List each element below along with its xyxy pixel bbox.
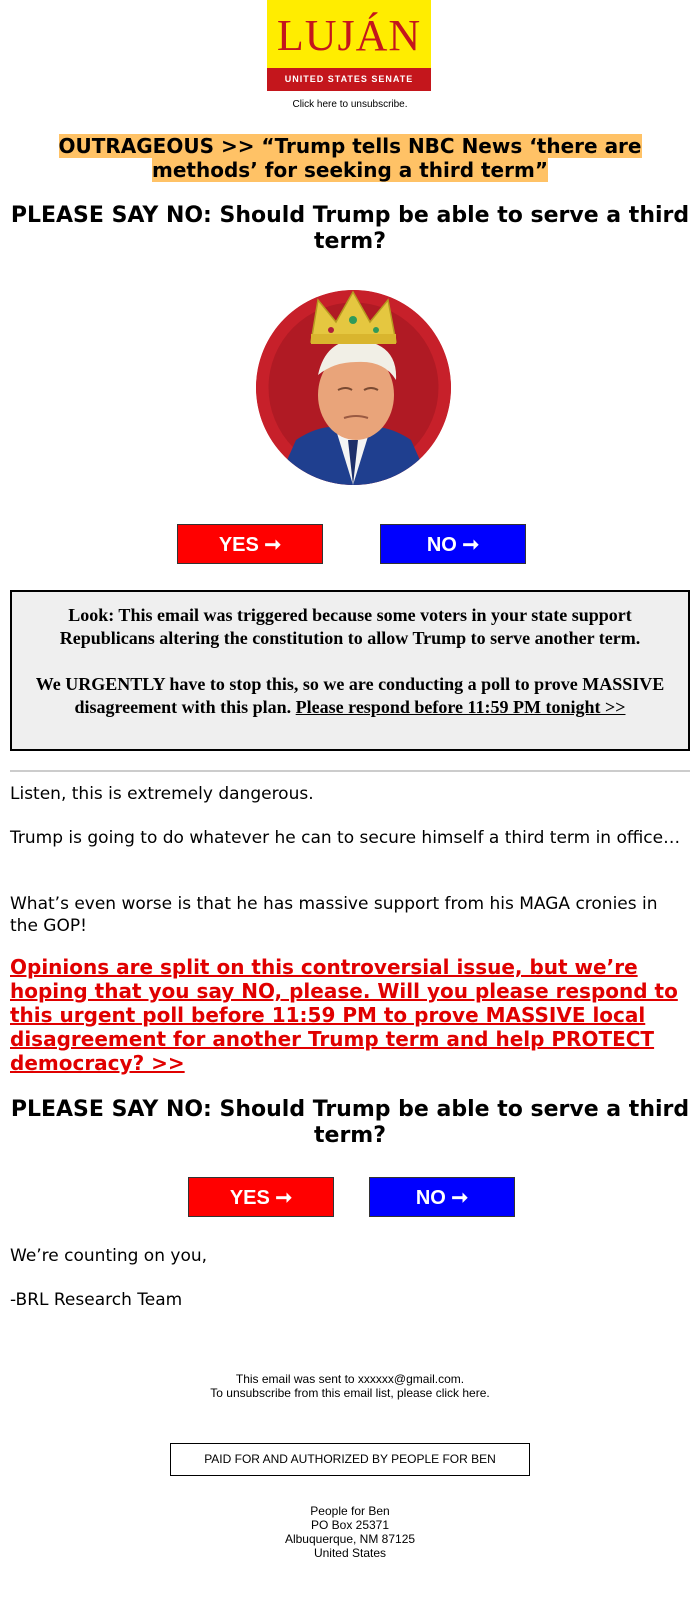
paid-for-disclaimer: PAID FOR AND AUTHORIZED BY PEOPLE FOR BEN	[170, 1443, 530, 1476]
yes-button-top[interactable]: YES ➞	[177, 524, 323, 564]
headline	[10, 134, 690, 182]
footer-unsubscribe-line	[0, 1386, 700, 1400]
footer-sent-to: This email was sent to xxxxxx@gmail.com.	[235, 1372, 465, 1386]
poll-question-bottom: PLEASE SAY NO: Should Trump be able to serve a third term?	[10, 1097, 690, 1148]
yes-button-bottom[interactable]: YES ➞	[188, 1177, 334, 1217]
footer-unsubscribe-link[interactable]: To unsubscribe from this email list, please click here.	[210, 1386, 490, 1400]
body-paragraph-1: Listen, this is extremely dangerous.	[10, 784, 314, 804]
alert-paragraph-2	[26, 673, 674, 719]
address-line-2: PO Box 25371	[310, 1518, 390, 1532]
address-line-1: People for Ben	[310, 1504, 390, 1518]
alert-box	[10, 590, 690, 751]
headline-text: OUTRAGEOUS >> “Trump tells NBC News ‘there are methods’ for seeking a third term”	[58, 134, 642, 182]
no-button-top[interactable]: NO ➞	[380, 524, 526, 564]
signature: -BRL Research Team	[10, 1290, 183, 1310]
trump-crown-photo	[256, 290, 451, 485]
respond-tonight-link[interactable]: Please respond before 11:59 PM tonight >>	[295, 697, 626, 717]
address-line-4: United States	[313, 1546, 387, 1560]
address-line-3: Albuquerque, NM 87125	[284, 1532, 416, 1546]
body-paragraph-3: What’s even worse is that he has massive support from his MAGA cronies in the GOP!	[10, 894, 658, 936]
unsubscribe-link-top[interactable]: Click here to unsubscribe.	[292, 99, 408, 110]
no-button-bottom[interactable]: NO ➞	[369, 1177, 515, 1217]
poll-question-top: PLEASE SAY NO: Should Trump be able to serve a third term?	[10, 203, 690, 254]
logo-name: LUJÁN	[276, 11, 422, 60]
lujan-logo[interactable]	[267, 0, 431, 91]
alert-paragraph-2-text: We URGENTLY have to stop this, so we are conducting a poll to prove MASSIVE disagreement with this plan.	[35, 674, 665, 717]
closing-text: We’re counting on you,	[10, 1246, 208, 1266]
divider	[10, 770, 690, 772]
alert-paragraph-1: Look: This email was triggered because some voters in your state support Republicans altering the constitution to allow Trump to serve another term.	[59, 605, 641, 648]
logo-subtitle: UNITED STATES SENATE	[267, 68, 431, 91]
poll-cta-link[interactable]: Opinions are split on this controversial issue, but we’re hoping that you say NO, please. Will you please respond to this urgent poll before 11:59 PM to prove MASSIVE local disagreement for another Trump term and help PROTECT democracy? >>	[10, 955, 678, 1075]
body-paragraph-2: Trump is going to do whatever he can to secure himself a third term in office…	[10, 828, 681, 848]
